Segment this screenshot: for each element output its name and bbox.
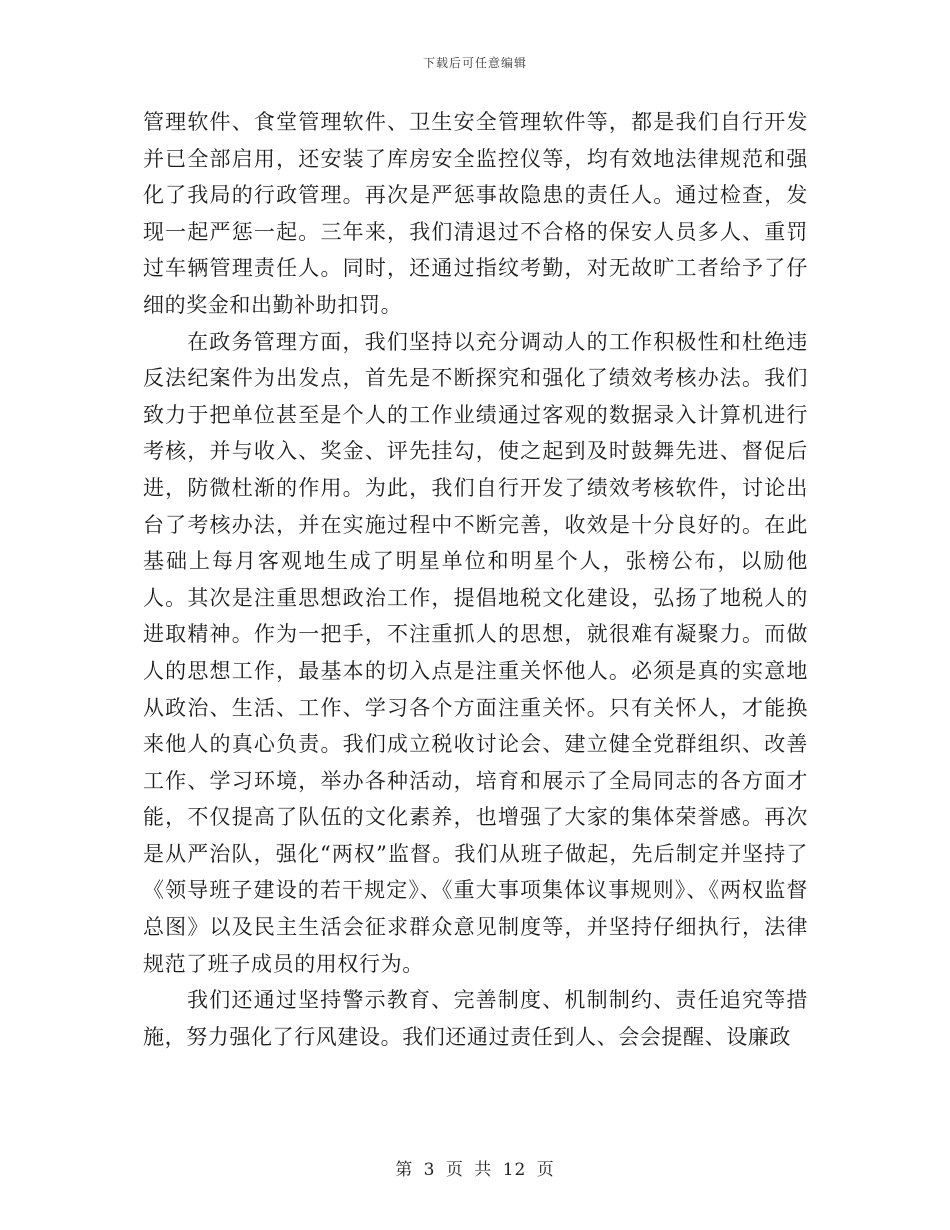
document-body (143, 104, 808, 1055)
page-header: 下载后可任意编辑 (422, 56, 527, 70)
paragraph-2: 在政务管理方面，我们坚持以充分调动人的工作积极性和杜绝违反法纪案件为出发点，首先是不断探究和强化了绩效考核办法。我们致力于把单位甚至是个人的工作业绩通过客观的数据录入计算机进行考核，并与收入、奖金、评先挂勾，使之起到及时鼓舞先进、督促后进，防微杜渐的作用。为此，我们自行开发了绩效考核软件，讨论出台了考核办法，并在实施过程中不断完善，收效是十分良好的。在此基础上每月客观地生成了明星单位和明星个人，张榜公布，以励他人。其次是注重思想政治工作，提倡地税文化建设，弘扬了地税人的进取精神。作为一把手，不注重抓人的思想，就很难有凝聚力。而做人的思想工作，最基本的切入点是注重关怀他人。必须是真的实意地从政治、生活、工作、学习各个方面注重关怀。只有关怀人，才能换来他人的真心负责。我们成立税收讨论会、建立健全党群组织、改善工作、学习环境，举办各种活动，培育和展示了全局同志的各方面才能，不仅提高了队伍的文化素养，也增强了大家的集体荣誉感。再次是从严治队，强化“两权”监督。我们从班子做起，先后制定并坚持了《领导班子建设的若干规定》、《重大事项集体议事规则》、《两权监督总图》以及民主生活会征求群众意见制度等，并坚持仔细执行，法律规范了班子成员的用权行为。 (143, 329, 808, 976)
paragraph-1: 管理软件、食堂管理软件、卫生安全管理软件等，都是我们自行开发并已全部启用，还安装了库房安全监控仪等，均有效地法律规范和强化了我局的行政管理。再次是严惩事故隐患的责任人。通过检查，发现一起严惩一起。三年来，我们清退过不合格的保安人员多人、重罚过车辆管理责任人。同时，还通过指纹考勤，对无故旷工者给予了仔细的奖金和出勤补助扣罚。 (143, 110, 808, 317)
paragraph-3: 我们还通过坚持警示教育、完善制度、机制制约、责任追究等措施，努力强化了行风建设。我们还通过责任到人、会会提醒、设廉政 (143, 988, 808, 1049)
page-number-footer: 第 3 页 共 12 页 (395, 1160, 555, 1180)
